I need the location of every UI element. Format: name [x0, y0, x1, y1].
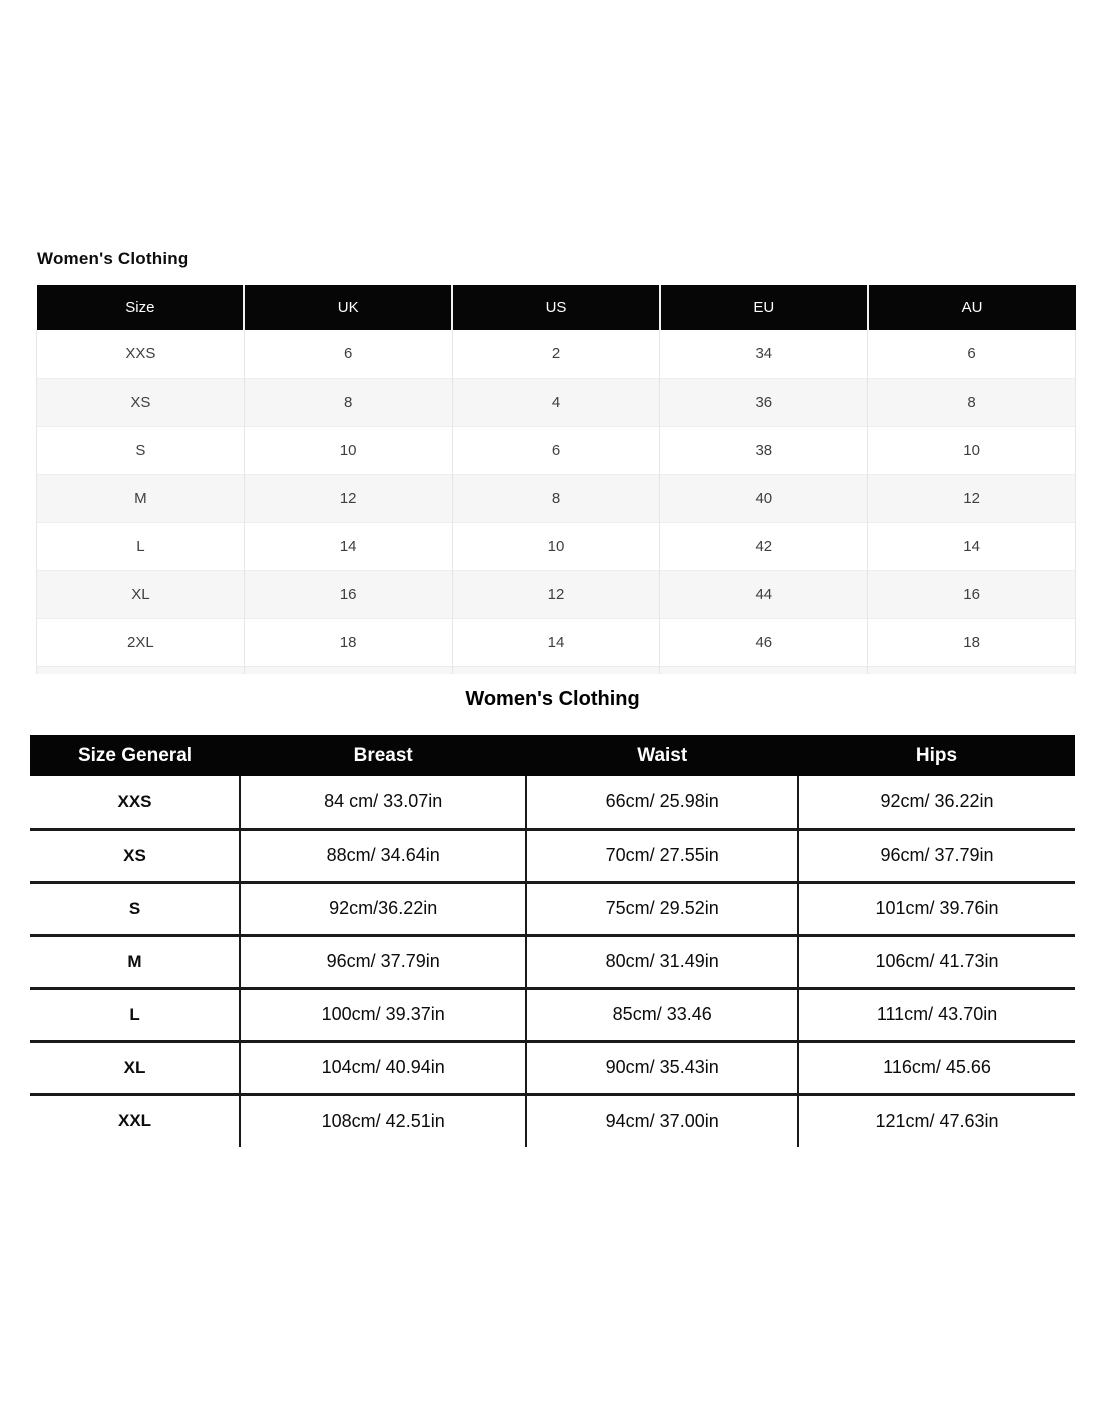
table-row: [30, 882, 1075, 935]
column-header: EU: [660, 285, 868, 330]
table-row: [37, 426, 1076, 474]
table-row: [30, 988, 1075, 1041]
value-cell: 96cm/ 37.79in: [240, 935, 526, 988]
value-cell: 18: [868, 618, 1076, 666]
truncated-cell: [245, 666, 453, 674]
value-cell: 101cm/ 39.76in: [798, 882, 1075, 935]
value-cell: 84 cm/ 33.07in: [240, 776, 526, 829]
value-cell: 14: [452, 618, 660, 666]
value-cell: 104cm/ 40.94in: [240, 1041, 526, 1094]
size-label-cell: M: [30, 935, 240, 988]
column-header: Size: [37, 285, 245, 330]
value-cell: 6: [868, 330, 1076, 378]
size-label-cell: M: [37, 474, 245, 522]
value-cell: 16: [244, 570, 452, 618]
size-label-cell: S: [37, 426, 245, 474]
column-header: UK: [244, 285, 452, 330]
value-cell: 8: [868, 378, 1076, 426]
value-cell: 38: [660, 426, 868, 474]
size-label-cell: XL: [30, 1041, 240, 1094]
value-cell: 2: [452, 330, 660, 378]
size-label-cell: XXS: [37, 330, 245, 378]
column-header: Breast: [240, 735, 526, 776]
size-label-cell: XXL: [30, 1094, 240, 1147]
value-cell: 16: [868, 570, 1076, 618]
value-cell: 92cm/36.22in: [240, 882, 526, 935]
value-cell: 70cm/ 27.55in: [526, 829, 798, 882]
value-cell: 40: [660, 474, 868, 522]
value-cell: 66cm/ 25.98in: [526, 776, 798, 829]
value-cell: 106cm/ 41.73in: [798, 935, 1075, 988]
value-cell: 116cm/ 45.66: [798, 1041, 1075, 1094]
size-label-cell: XL: [37, 570, 245, 618]
value-cell: 75cm/ 29.52in: [526, 882, 798, 935]
column-header: Waist: [526, 735, 798, 776]
truncated-cell: [660, 666, 868, 674]
value-cell: 4: [452, 378, 660, 426]
value-cell: 12: [244, 474, 452, 522]
value-cell: 10: [868, 426, 1076, 474]
value-cell: 36: [660, 378, 868, 426]
header-row: [30, 735, 1075, 776]
value-cell: 42: [660, 522, 868, 570]
conversion-table-body: [37, 330, 1076, 666]
table-row: [30, 1094, 1075, 1147]
size-label-cell: XS: [30, 829, 240, 882]
size-label-cell: 2XL: [37, 618, 245, 666]
table-row: [37, 570, 1076, 618]
body-measurement-table: [30, 735, 1075, 1147]
value-cell: 14: [868, 522, 1076, 570]
value-cell: 111cm/ 43.70in: [798, 988, 1075, 1041]
table-row: [30, 935, 1075, 988]
value-cell: 6: [452, 426, 660, 474]
table-row: [37, 378, 1076, 426]
size-label-cell: XS: [37, 378, 245, 426]
column-header: Size General: [30, 735, 240, 776]
table-row: [37, 330, 1076, 378]
value-cell: 92cm/ 36.22in: [880, 791, 994, 812]
table-row: [37, 618, 1076, 666]
value-cell: 18: [244, 618, 452, 666]
body-measurement-section: [30, 687, 1075, 1147]
measurement-table-title: Women's Clothing: [465, 688, 640, 710]
value-cell: 12: [452, 570, 660, 618]
value-cell: 8: [244, 378, 452, 426]
value-cell: 14: [244, 522, 452, 570]
value-cell: 8: [452, 474, 660, 522]
value-cell: 94cm/ 37.00in: [526, 1094, 798, 1147]
column-header: AU: [868, 285, 1076, 330]
conversion-table-header: [37, 285, 1076, 330]
truncated-cell: [868, 666, 1076, 674]
value-cell: 90cm/ 35.43in: [526, 1041, 798, 1094]
value-cell: 44: [660, 570, 868, 618]
table-row: [37, 522, 1076, 570]
size-label-cell: S: [30, 882, 240, 935]
measurement-table-header: [30, 735, 1075, 776]
size-label-cell: L: [37, 522, 245, 570]
value-cell: 34: [660, 330, 868, 378]
size-label-cell: L: [30, 988, 240, 1041]
truncated-cell: [36, 666, 245, 674]
table-row: [30, 1041, 1075, 1094]
value-cell: 108cm/ 42.51in: [240, 1094, 526, 1147]
truncated-cell: [453, 666, 661, 674]
size-conversion-table: [36, 285, 1076, 666]
value-cell: 80cm/ 31.49in: [526, 935, 798, 988]
size-conversion-section: [36, 249, 1076, 674]
conversion-table-title: Women's Clothing: [37, 249, 189, 268]
value-cell: 121cm/ 47.63in: [798, 1094, 1075, 1147]
measurement-table-body: [30, 776, 1075, 1147]
table-row: [30, 776, 1075, 829]
value-cell: 46: [660, 618, 868, 666]
value-cell: 6: [244, 330, 452, 378]
value-cell: 12: [868, 474, 1076, 522]
value-cell: 85cm/ 33.46: [526, 988, 798, 1041]
table-row: [37, 474, 1076, 522]
table-row: [30, 829, 1075, 882]
size-label-cell: XXS: [30, 776, 240, 829]
value-cell: 10: [452, 522, 660, 570]
value-cell: 88cm/ 34.64in: [240, 829, 526, 882]
truncated-row-strip: [36, 666, 1076, 674]
value-cell: 10: [244, 426, 452, 474]
column-header: Hips: [798, 735, 1075, 776]
column-header: US: [452, 285, 660, 330]
value-cell: 100cm/ 39.37in: [240, 988, 526, 1041]
value-cell: 96cm/ 37.79in: [798, 829, 1075, 882]
header-row: [37, 285, 1076, 330]
